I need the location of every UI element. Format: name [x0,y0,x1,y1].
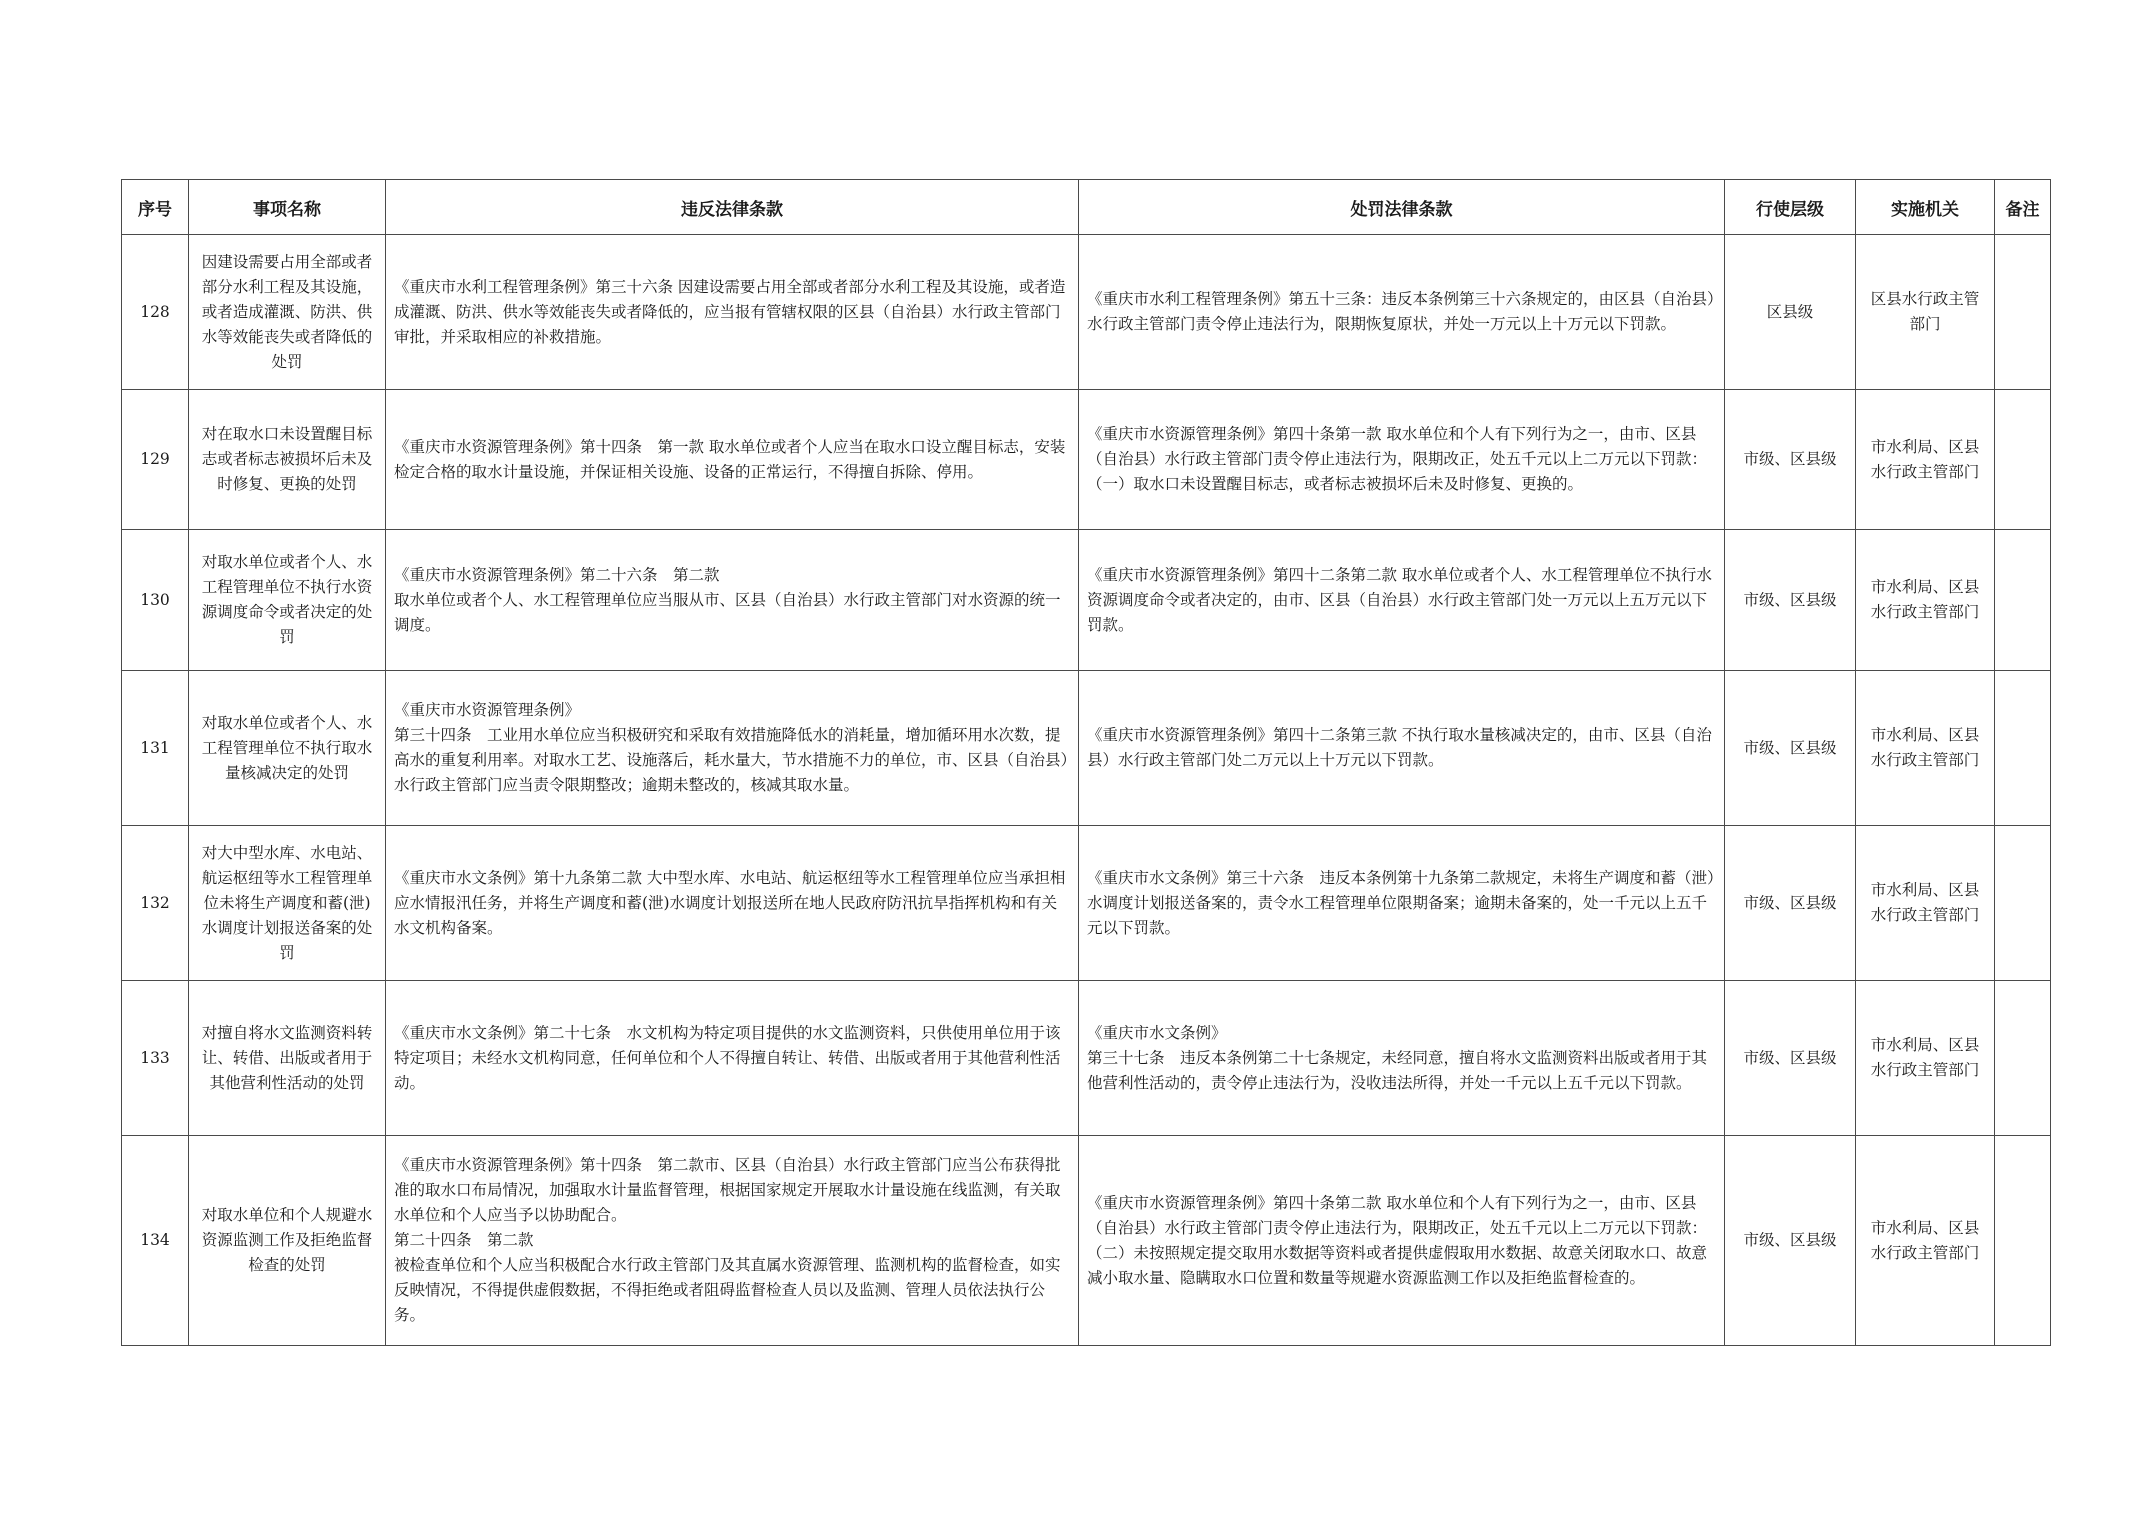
cell-agency: 区县水行政主管部门 [1856,235,1995,390]
cell-item-name: 对取水单位或者个人、水工程管理单位不执行水资源调度命令或者决定的处罚 [189,530,386,671]
table-row [122,390,2051,530]
cell-item-name: 对取水单位和个人规避水资源监测工作及拒绝监督检查的处罚 [189,1136,386,1346]
table-row [122,235,2051,390]
cell-agency: 市水利局、区县水行政主管部门 [1856,1136,1995,1346]
cell-agency: 市水利局、区县水行政主管部门 [1856,530,1995,671]
cell-note [1995,235,2051,390]
cell-level: 市级、区县级 [1725,390,1856,530]
cell-level: 市级、区县级 [1725,826,1856,981]
table-row [122,1136,2051,1346]
cell-violation-clause: 《重庆市水资源管理条例》第十四条 第二款市、区县（自治县）水行政主管部门应当公布获得批准的取水口布局情况，加强取水计量监督管理，根据国家规定开展取水计量设施在线监测，有关取水单位和个人应当予以协助配合。 第二十四条 第二款 被检查单位和个人应当积极配合水行政主管部门及其直属水资源管理、监测机构的监督检查，如实反映情况，不得提供虚假数据，不得拒绝或者阻碍监督检查人员以及监测、管理人员依法执行公务。 [386,1136,1079,1346]
cell-item-name: 对在取水口未设置醒目标志或者标志被损坏后未及时修复、更换的处罚 [189,390,386,530]
header-item-name: 事项名称 [189,180,386,235]
table-row [122,530,2051,671]
cell-seq: 133 [122,981,189,1136]
cell-violation-clause: 《重庆市水资源管理条例》第十四条 第一款 取水单位或者个人应当在取水口设立醒目标志，安装检定合格的取水计量设施，并保证相关设施、设备的正常运行，不得擅自拆除、停用。 [386,390,1079,530]
cell-violation-clause: 《重庆市水资源管理条例》 第三十四条 工业用水单位应当积极研究和采取有效措施降低水的消耗量，增加循环用水次数，提高水的重复利用率。对取水工艺、设施落后，耗水量大，节水措施不力的单位，市、区县（自治县）水行政主管部门应当责令限期整改；逾期未整改的，核减其取水量。 [386,671,1079,826]
cell-note [1995,671,2051,826]
cell-penalty-clause: 《重庆市水资源管理条例》第四十条第一款 取水单位和个人有下列行为之一，由市、区县（自治县）水行政主管部门责令停止违法行为，限期改正，处五千元以上二万元以下罚款：（一）取水口未设置醒目标志，或者标志被损坏后未及时修复、更换的。 [1079,390,1725,530]
cell-violation-clause: 《重庆市水文条例》第二十七条 水文机构为特定项目提供的水文监测资料，只供使用单位用于该特定项目；未经水文机构同意，任何单位和个人不得擅自转让、转借、出版或者用于其他营利性活动。 [386,981,1079,1136]
cell-violation-clause: 《重庆市水资源管理条例》第二十六条 第二款 取水单位或者个人、水工程管理单位应当服从市、区县（自治县）水行政主管部门对水资源的统一调度。 [386,530,1079,671]
cell-item-name: 因建设需要占用全部或者部分水利工程及其设施，或者造成灌溉、防洪、供水等效能丧失或者降低的处罚 [189,235,386,390]
cell-level: 区县级 [1725,235,1856,390]
cell-note [1995,1136,2051,1346]
cell-note [1995,826,2051,981]
cell-seq: 128 [122,235,189,390]
cell-note [1995,981,2051,1136]
cell-agency: 市水利局、区县水行政主管部门 [1856,826,1995,981]
penalty-items-table [121,179,2051,1346]
cell-agency: 市水利局、区县水行政主管部门 [1856,671,1995,826]
header-violation-clause: 违反法律条款 [386,180,1079,235]
table-row [122,826,2051,981]
cell-level: 市级、区县级 [1725,981,1856,1136]
table-header-row [122,180,2051,235]
cell-agency: 市水利局、区县水行政主管部门 [1856,981,1995,1136]
cell-penalty-clause: 《重庆市水利工程管理条例》第五十三条：违反本条例第三十六条规定的，由区县（自治县）水行政主管部门责令停止违法行为，限期恢复原状，并处一万元以上十万元以下罚款。 [1079,235,1725,390]
header-agency: 实施机关 [1856,180,1995,235]
cell-level: 市级、区县级 [1725,671,1856,826]
cell-level: 市级、区县级 [1725,1136,1856,1346]
cell-penalty-clause: 《重庆市水文条例》第三十六条 违反本条例第十九条第二款规定，未将生产调度和蓄（泄）水调度计划报送备案的，责令水工程管理单位限期备案；逾期未备案的，处一千元以上五千元以下罚款。 [1079,826,1725,981]
header-note: 备注 [1995,180,2051,235]
cell-item-name: 对大中型水库、水电站、航运枢纽等水工程管理单位未将生产调度和蓄(泄)水调度计划报送备案的处罚 [189,826,386,981]
cell-penalty-clause: 《重庆市水资源管理条例》第四十二条第二款 取水单位或者个人、水工程管理单位不执行水资源调度命令或者决定的，由市、区县（自治县）水行政主管部门处一万元以上五万元以下罚款。 [1079,530,1725,671]
cell-violation-clause: 《重庆市水利工程管理条例》第三十六条 因建设需要占用全部或者部分水利工程及其设施，或者造成灌溉、防洪、供水等效能丧失或者降低的，应当报有管辖权限的区县（自治县）水行政主管部门审批，并采取相应的补救措施。 [386,235,1079,390]
header-level: 行使层级 [1725,180,1856,235]
cell-note [1995,390,2051,530]
cell-penalty-clause: 《重庆市水文条例》 第三十七条 违反本条例第二十七条规定，未经同意，擅自将水文监测资料出版或者用于其他营利性活动的，责令停止违法行为，没收违法所得，并处一千元以上五千元以下罚款。 [1079,981,1725,1136]
table-row [122,671,2051,826]
cell-agency: 市水利局、区县水行政主管部门 [1856,390,1995,530]
cell-violation-clause: 《重庆市水文条例》第十九条第二款 大中型水库、水电站、航运枢纽等水工程管理单位应当承担相应水情报汛任务，并将生产调度和蓄(泄)水调度计划报送所在地人民政府防汛抗旱指挥机构和有关水文机构备案。 [386,826,1079,981]
header-seq: 序号 [122,180,189,235]
cell-penalty-clause: 《重庆市水资源管理条例》第四十条第二款 取水单位和个人有下列行为之一，由市、区县（自治县）水行政主管部门责令停止违法行为，限期改正，处五千元以上二万元以下罚款：（二）未按照规定提交取用水数据等资料或者提供虚假取用水数据、故意关闭取水口、故意减小取水量、隐瞒取水口位置和数量等规避水资源监测工作以及拒绝监督检查的。 [1079,1136,1725,1346]
cell-penalty-clause: 《重庆市水资源管理条例》第四十二条第三款 不执行取水量核减决定的，由市、区县（自治县）水行政主管部门处二万元以上十万元以下罚款。 [1079,671,1725,826]
cell-seq: 130 [122,530,189,671]
cell-item-name: 对擅自将水文监测资料转让、转借、出版或者用于其他营利性活动的处罚 [189,981,386,1136]
header-penalty-clause: 处罚法律条款 [1079,180,1725,235]
cell-level: 市级、区县级 [1725,530,1856,671]
cell-seq: 131 [122,671,189,826]
cell-seq: 132 [122,826,189,981]
cell-seq: 129 [122,390,189,530]
table-row [122,981,2051,1136]
cell-item-name: 对取水单位或者个人、水工程管理单位不执行取水量核减决定的处罚 [189,671,386,826]
cell-seq: 134 [122,1136,189,1346]
cell-note [1995,530,2051,671]
